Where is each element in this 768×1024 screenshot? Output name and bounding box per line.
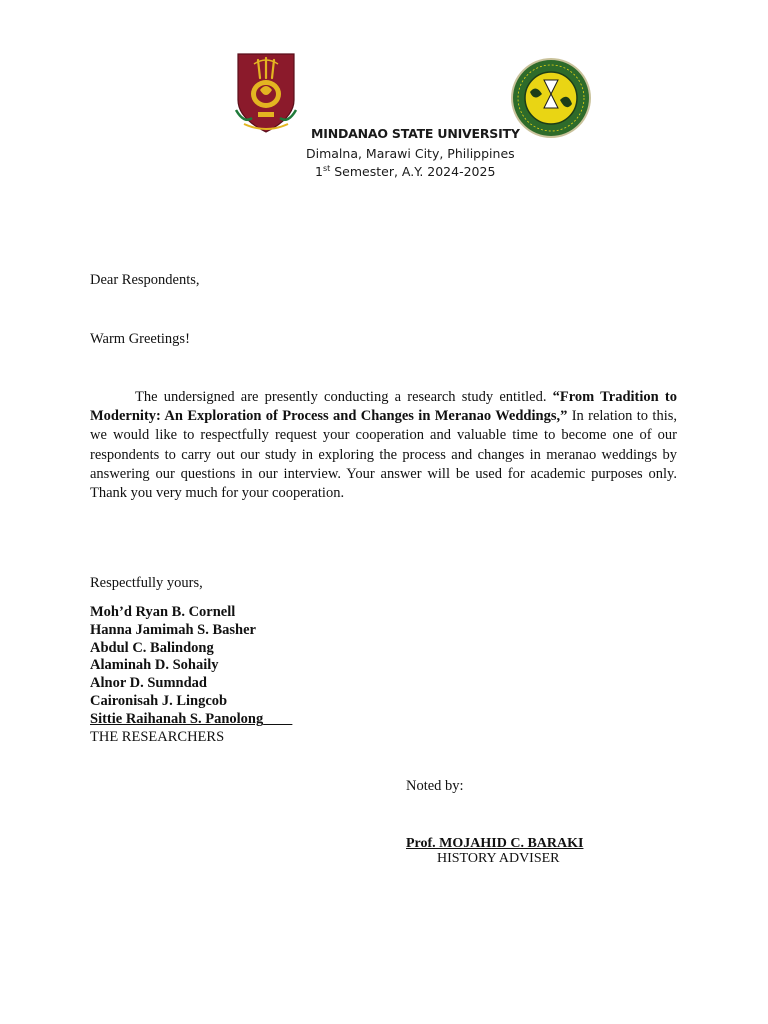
letter-intro: The undersigned are presently conducting a research study entitled. [135, 389, 553, 405]
researcher-name: Alnor D. Sumndad [90, 675, 207, 692]
researcher-name: Moh’d Ryan B. Cornell [90, 604, 236, 620]
adviser-name: Prof. MOJAHID C. BARAKI [406, 836, 584, 851]
department-of-history-seal-icon [510, 56, 592, 140]
salutation: Dear Respondents, [90, 272, 200, 288]
noted-by-label: Noted by: [406, 778, 464, 794]
study-title: “From Tradition to Modernity: An Exploration of Process and Changes in Meranao Weddings,” [90, 389, 677, 425]
letter-rest: In relation to this, we would like to respectfully request your cooperation and valuable time to become one of our respondents to carry out our study in exploring the process and changes in meranao weddings by answering our questions in our interview. Your answer will be used for academic purposes only. Thank you very much for your cooperation. [90, 408, 677, 502]
researcher-name: Sittie Raihanah S. Panolong [90, 710, 264, 727]
university-name: MINDANAO STATE UNIVERSITY [311, 126, 520, 141]
researcher-name: Abdul C. Balindong [90, 639, 214, 656]
semester-text: Semester, A.Y. 2024-2025 [330, 164, 496, 179]
semester-number: 1 [315, 164, 323, 179]
researcher-name: Hanna Jamimah S. Basher [90, 621, 256, 638]
researcher-name: Alaminah D. Sohaily [90, 657, 219, 674]
adviser-title: HISTORY ADVISER [437, 851, 560, 866]
semester-suffix: st [322, 164, 331, 173]
researcher-name: Caironisah J. Lingcob [90, 692, 228, 709]
researchers-list [90, 604, 292, 746]
letter-body [90, 388, 677, 503]
greeting: Warm Greetings! [90, 331, 190, 347]
closing: Respectfully yours, [90, 575, 203, 591]
semester-line [315, 164, 495, 179]
university-address: Dimalna, Marawi City, Philippines [306, 146, 515, 161]
researchers-label: THE RESEARCHERS [90, 728, 225, 745]
msu-seal-icon [234, 52, 298, 136]
